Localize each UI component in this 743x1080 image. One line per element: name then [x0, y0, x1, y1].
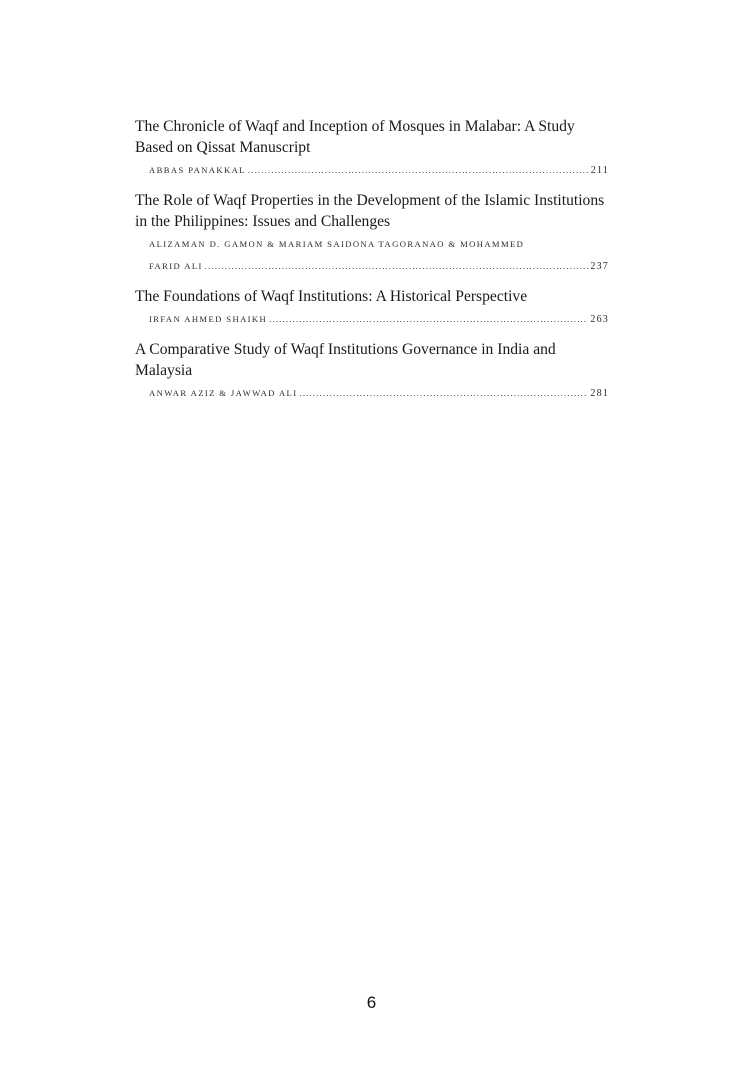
footer-page-number: 6 [366, 993, 377, 1012]
dot-leader [205, 255, 589, 277]
dot-leader [299, 382, 588, 404]
chapter-title[interactable]: The Role of Waqf Properties in the Development of the Islamic Institutions in the Philippines: Issues and Challenges [135, 192, 605, 230]
chapter-authors [135, 233, 609, 278]
chapter-authors [135, 382, 609, 405]
toc-entry[interactable] [135, 286, 609, 331]
table-of-contents [135, 116, 609, 413]
chapter-authors [135, 159, 609, 182]
chapter-title[interactable]: A Comparative Study of Waqf Institutions Governance in India and Malaysia [135, 341, 556, 379]
dot-leader [269, 308, 588, 330]
chapter-authors [135, 308, 609, 331]
page-number[interactable]: 211 [590, 165, 609, 176]
toc-entry[interactable] [135, 339, 609, 405]
toc-entry[interactable] [135, 116, 609, 182]
author-names: ALIZAMAN D. GAMON & MARIAM SAIDONA TAGORANAO & MOHAMMED [149, 239, 525, 249]
chapter-title[interactable]: The Chronicle of Waqf and Inception of Mosques in Malabar: A Study Based on Qissat Manuscript [135, 118, 575, 156]
page-number[interactable]: 237 [590, 261, 609, 272]
toc-entry[interactable] [135, 190, 609, 278]
author-names: ABBAS PANAKKAL [149, 165, 246, 175]
dot-leader [248, 159, 589, 181]
page-number[interactable]: 281 [590, 388, 609, 399]
page-number[interactable]: 263 [590, 314, 609, 325]
author-names: FARID ALI [149, 261, 203, 271]
chapter-title[interactable]: The Foundations of Waqf Institutions: A Historical Perspective [135, 288, 528, 305]
author-names: ANWAR AZIZ & JAWWAD ALI [149, 388, 298, 398]
author-names: IRFAN AHMED SHAIKH [149, 314, 268, 324]
